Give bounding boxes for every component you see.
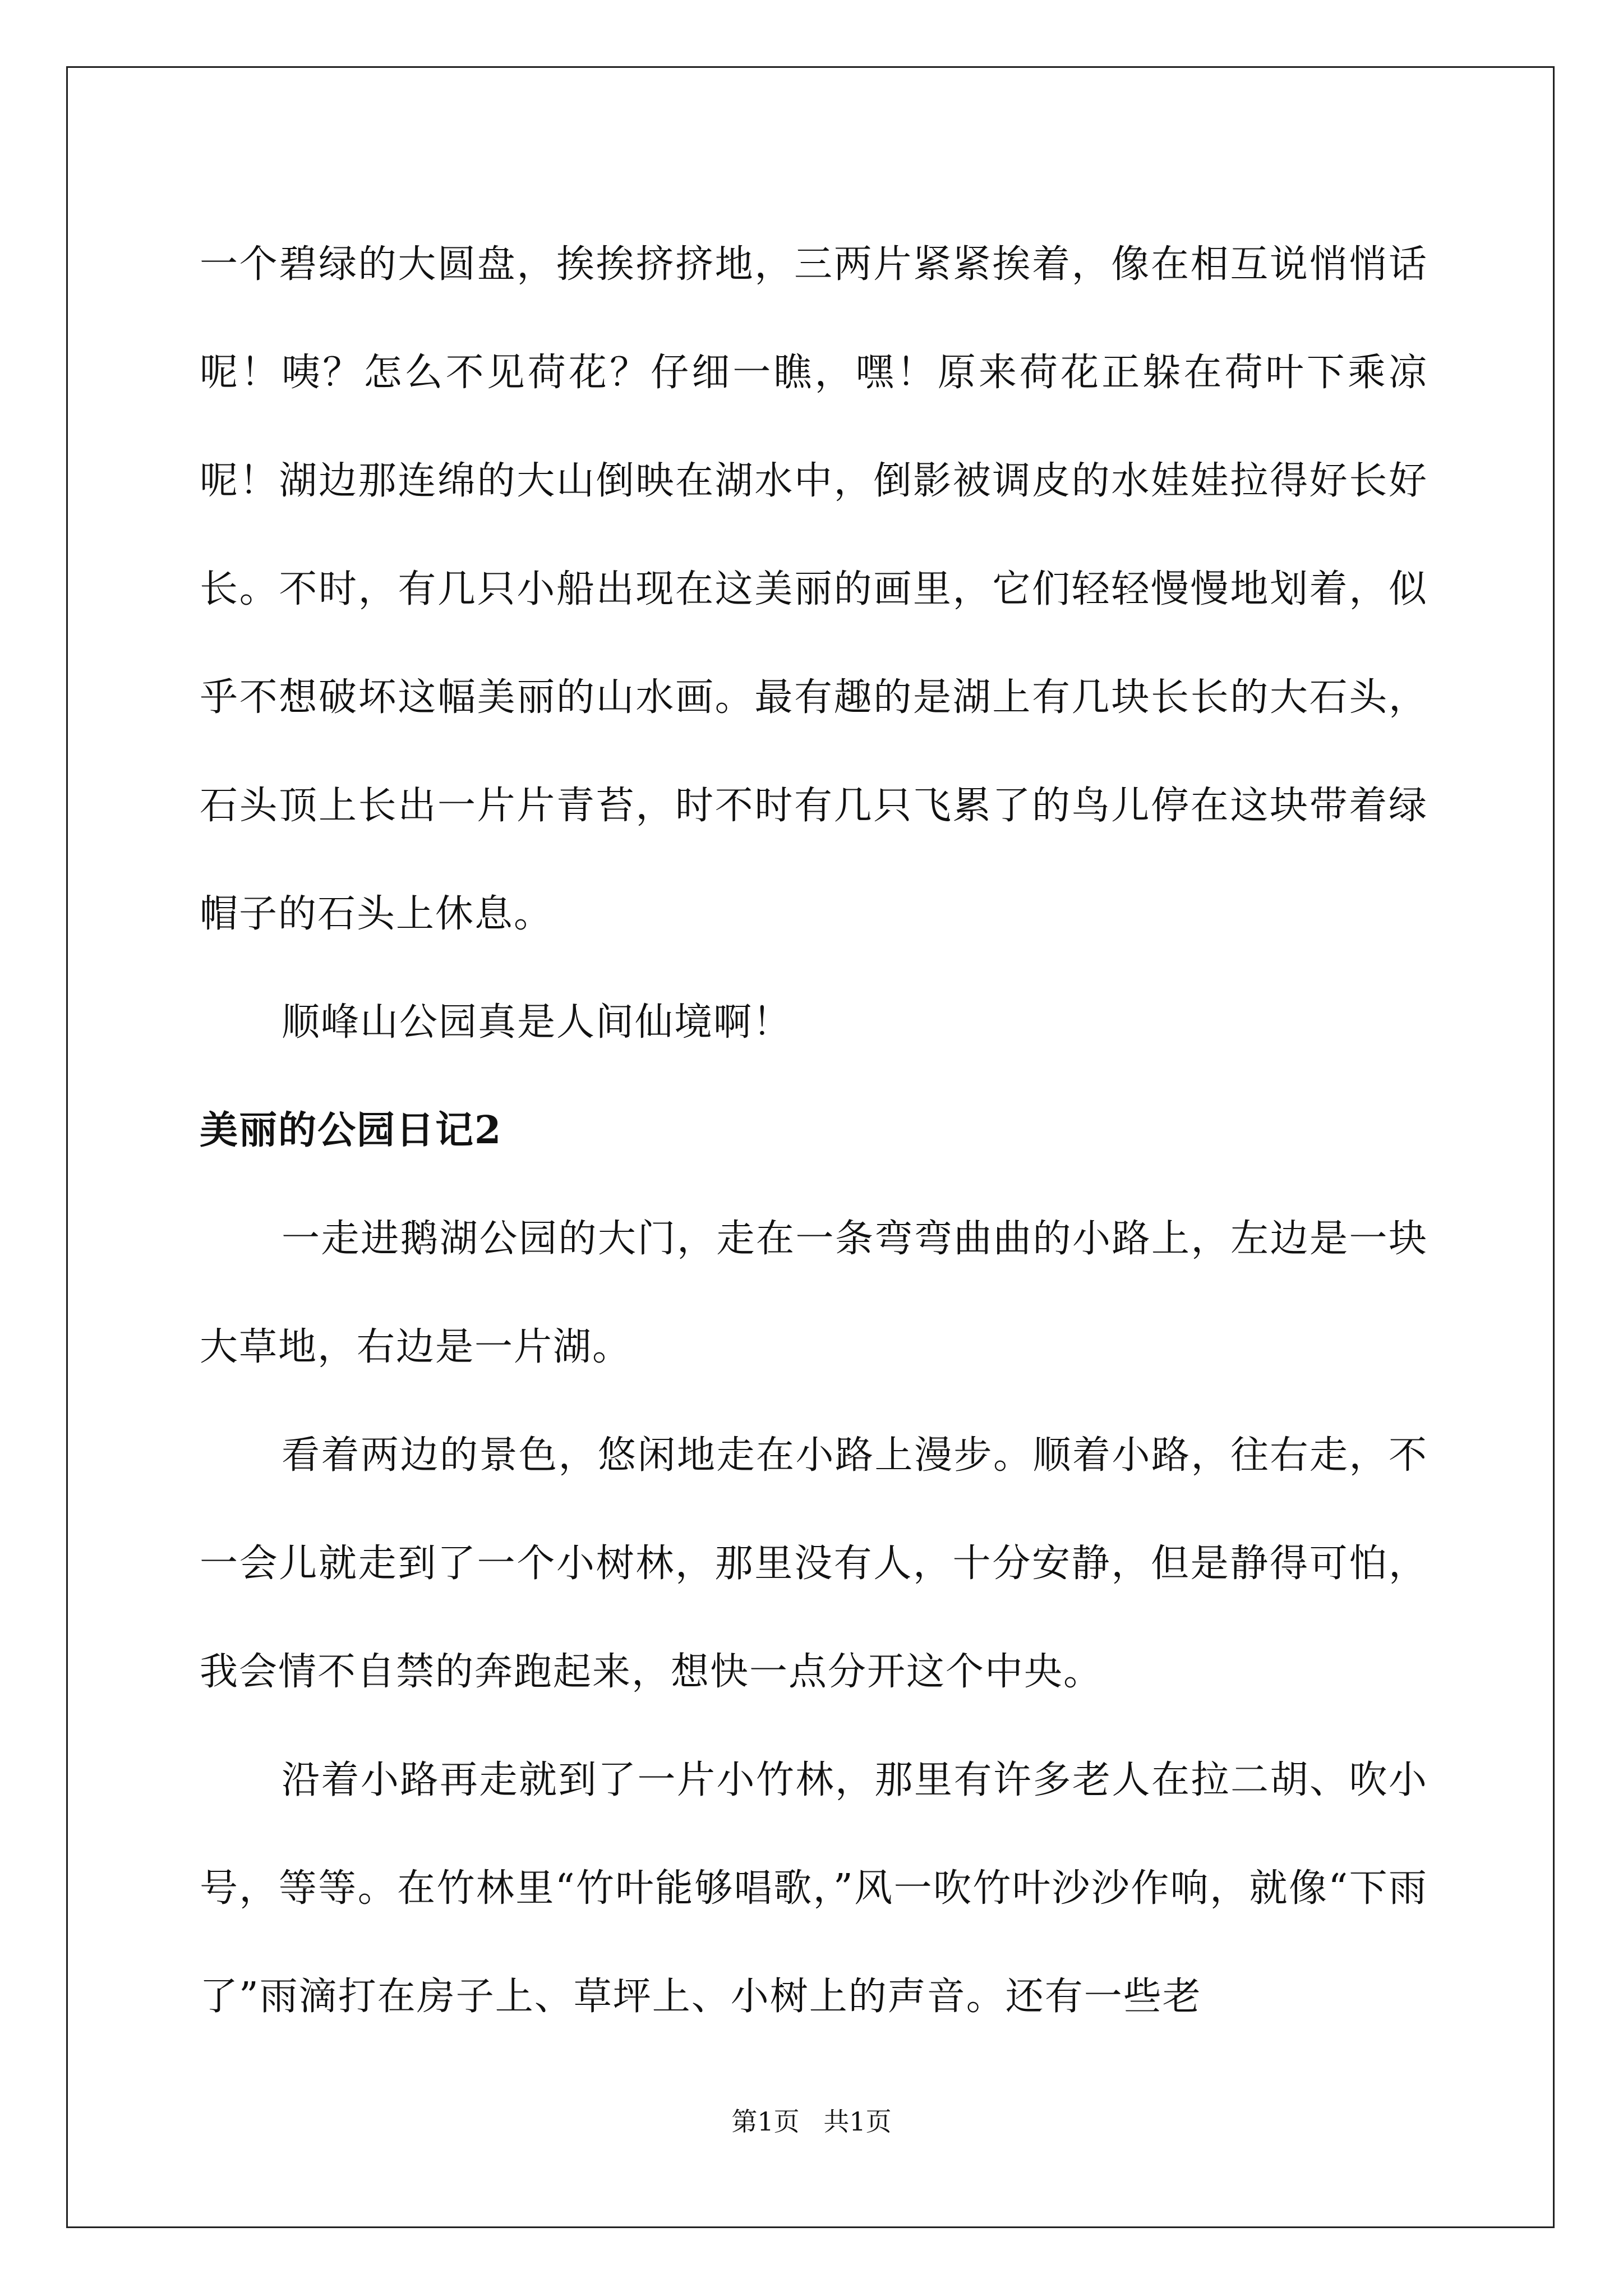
- paragraph-2: 顺峰山公园真是人间仙境啊！: [282, 1000, 792, 1045]
- page-number: 第1页: [731, 2106, 800, 2137]
- section-heading: 美丽的公园日记2: [200, 1108, 502, 1153]
- paragraph-5: 沿着小路再走就到了一片小竹林，那里有许多老人在拉二胡、吹小号，等等。在竹林里“竹叶能够唱歌，”风一吹竹叶沙沙作响，就像“下雨了”雨滴打在房子上、草坪上、小树上的声音。还有一些老: [200, 1758, 1428, 2019]
- page-footer: [0, 2105, 1623, 2138]
- paragraph-1: 一个碧绿的大圆盘，挨挨挤挤地，三两片紧紧挨着，像在相互说悄悄话呢！咦？怎么不见荷花？仔细一瞧，嘿！原来荷花正躲在荷叶下乘凉呢！湖边那连绵的大山倒映在湖水中，倒影被调皮的水娃娃拉得好长好长。不时，有几只小船出现在这美丽的画里，它们轻轻慢慢地划着，似乎不想破坏这幅美丽的山水画。最有趣的是湖上有几块长长的大石头，石头顶上长出一片片青苔，时不时有几只飞累了的鸟儿停在这块带着绿帽子的石头上休息。: [200, 242, 1428, 936]
- page-total: 共1页: [823, 2106, 892, 2137]
- paragraph-3: 一走进鹅湖公园的大门，走在一条弯弯曲曲的小路上，左边是一块大草地，右边是一片湖。: [200, 1217, 1428, 1369]
- paragraph-4: 看着两边的景色，悠闲地走在小路上漫步。顺着小路，往右走，不一会儿就走到了一个小树林，那里没有人，十分安静，但是静得可怕，我会情不自禁的奔跑起来，想快一点分开这个中央。: [200, 1433, 1428, 1694]
- document-body: [200, 210, 1428, 2051]
